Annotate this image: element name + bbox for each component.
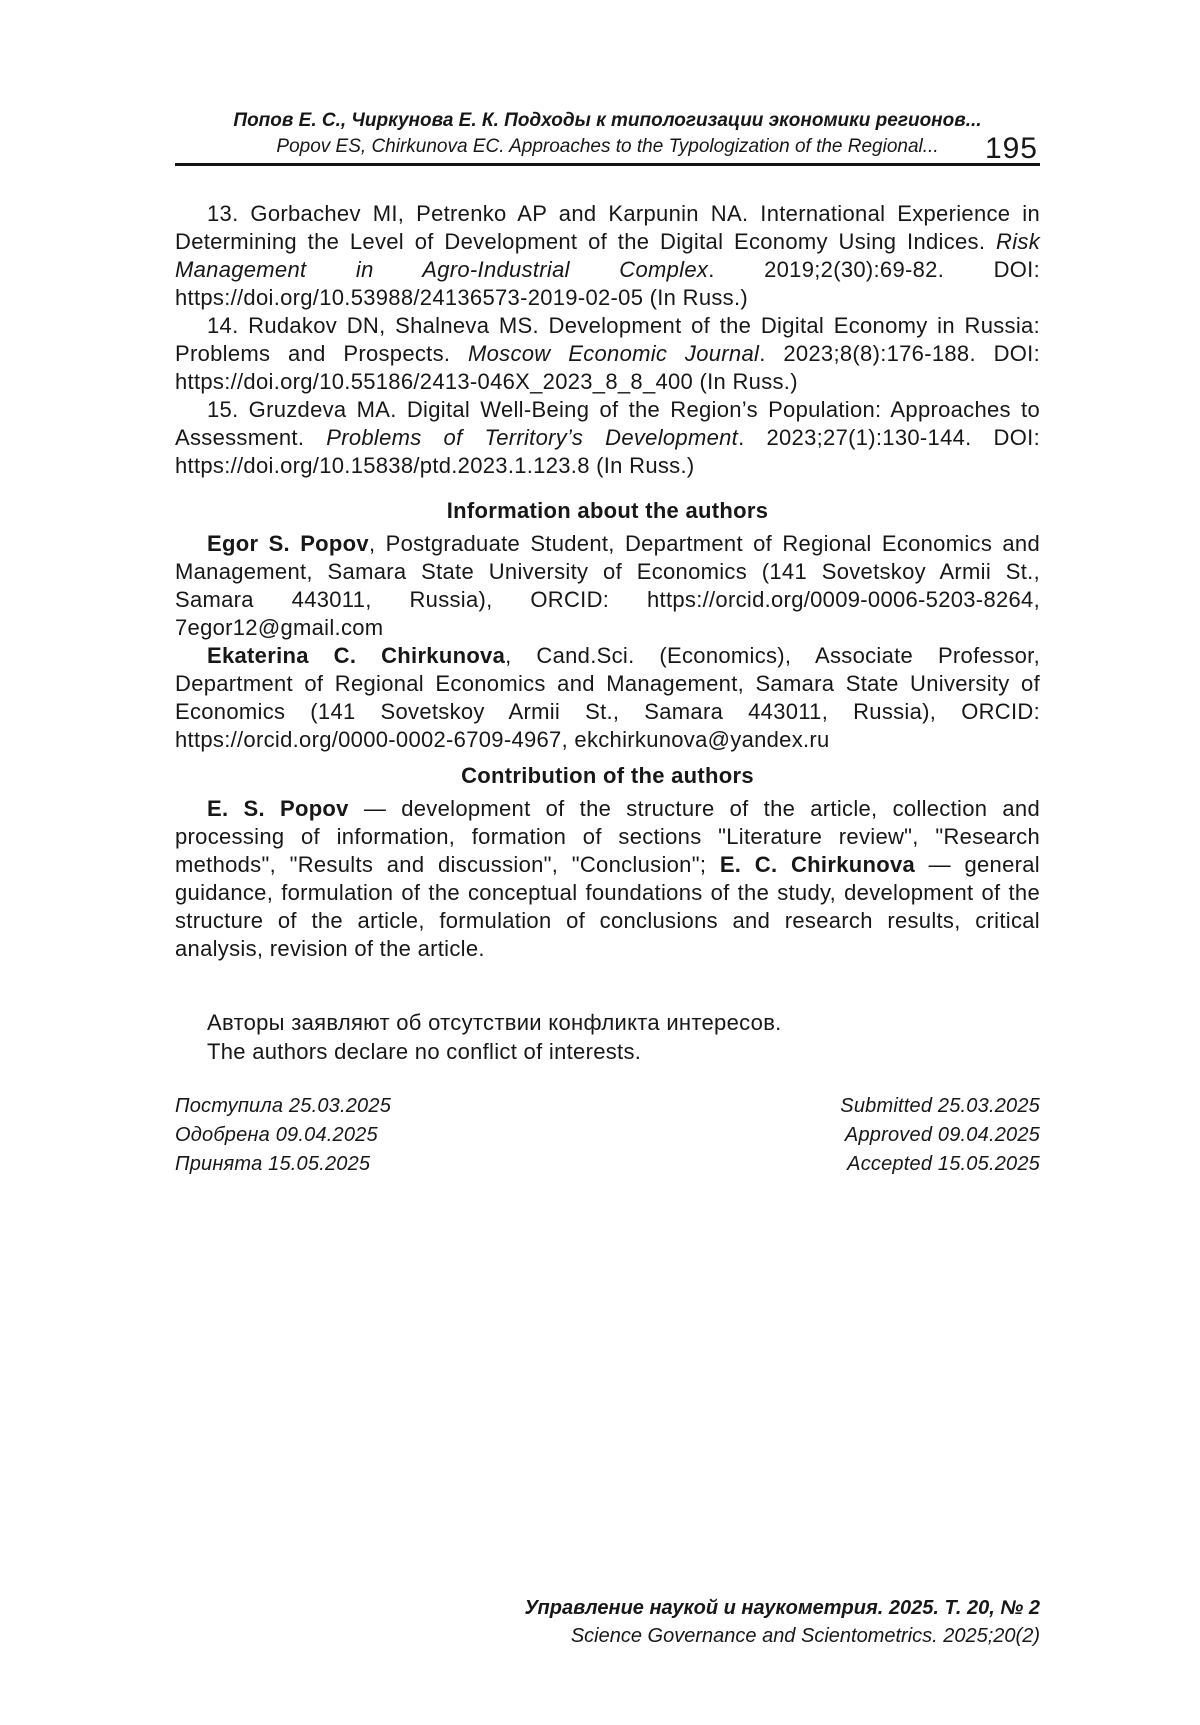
authors-info-heading: Information about the authors xyxy=(446,498,769,523)
journal-title: Problems of Territory’s Development xyxy=(326,425,739,450)
date-accepted-en: Accepted 15.05.2025 xyxy=(847,1153,1040,1175)
date-row-submitted xyxy=(175,1092,1040,1121)
reference-text: . 2023;8(8):176-188. DOI: https://doi.org/10.55186/2413-046X_2023_8_8_400 (In Russ.) xyxy=(175,341,1040,394)
reference-text: 14. Rudakov DN, Shalneva MS. Development of the Digital Economy in Russia: Problems and Prospects. xyxy=(175,313,1040,366)
running-head xyxy=(175,108,1040,165)
author-name: Egor S. Popov xyxy=(207,531,369,556)
contribution-text: — general guidance, formulation of the conceptual foundations of the study, development of the structure of the article, formulation of conclusions and research results, critical analysis, revision of the article. xyxy=(175,852,1040,961)
contribution-paragraph xyxy=(175,795,1040,963)
author-bio-popov xyxy=(175,530,1040,642)
author-name: Ekaterina C. Chirkunova xyxy=(207,643,506,668)
header-rule xyxy=(175,163,1040,166)
references-section xyxy=(175,200,1040,480)
conflict-statement xyxy=(175,1008,1040,1066)
reference-item-15 xyxy=(175,396,1040,480)
journal-footer xyxy=(175,1594,1040,1650)
author-details: , Postgraduate Student, Department of Regional Economics and Management, Samara State University of Economics (141 Sovetskoy Armii St., Samara 443011, Russia), ORCID: https://orcid.org/0009-0006-5203-8264, 7egor12@gmail.com xyxy=(175,531,1040,640)
page-number: 195 xyxy=(984,132,1038,165)
reference-text: . 2023;27(1):130-144. DOI: https://doi.org/10.15838/ptd.2023.1.123.8 (In Russ.) xyxy=(175,425,1040,478)
date-submitted-en: Submitted 25.03.2025 xyxy=(840,1095,1040,1117)
authors-info-section xyxy=(175,497,1040,754)
reference-item-14 xyxy=(175,312,1040,396)
journal-title-ru: Управление наукой и наукометрия. 2025. Т. 20, № 2 xyxy=(524,1597,1040,1619)
reference-text: 13. Gorbachev MI, Petrenko AP and Karpunin NA. International Experience in Determining the Level of Development of the Digital Economy Using Indices. xyxy=(175,201,1040,254)
author-details: , Cand.Sci. (Economics), Associate Professor, Department of Regional Economics and Management, Samara State University of Economics (141 Sovetskoy Armii St., Samara 443011, Russia), ORCID: https://orcid.org/0000-0002-6709-4967, ekchirkunova@yandex.ru xyxy=(175,643,1041,752)
conflict-statement-ru: Авторы заявляют об отсутствии конфликта интересов. xyxy=(207,1010,782,1035)
contribution-text: — development of the structure of the article, collection and processing of information, formation of sections "Literature review", "Research methods", "Results and discussion", "Conclusion"; xyxy=(175,796,1040,877)
conflict-statement-en: The authors declare no conflict of interests. xyxy=(207,1039,642,1064)
contribution-heading: Contribution of the authors xyxy=(461,763,754,788)
journal-title: Moscow Economic Journal xyxy=(468,341,760,366)
article-dates xyxy=(175,1092,1040,1179)
reference-item-13 xyxy=(175,200,1040,312)
date-submitted-ru: Поступила 25.03.2025 xyxy=(175,1095,392,1117)
date-approved-en: Approved 09.04.2025 xyxy=(844,1124,1040,1146)
author-name: E. C. Chirkunova xyxy=(719,852,916,877)
date-approved-ru: Одобрена 09.04.2025 xyxy=(175,1124,378,1146)
reference-text: 15. Gruzdeva MA. Digital Well-Being of the Region’s Population: Approaches to Assessment. xyxy=(175,397,1040,450)
running-head-en: Popov ES, Chirkunova EC. Approaches to the Typologization of the Regional... xyxy=(276,136,939,157)
date-accepted-ru: Принята 15.05.2025 xyxy=(175,1153,371,1175)
reference-text: . 2019;2(30):69-82. DOI: https://doi.org/10.53988/24136573-2019-02-05 (In Russ.) xyxy=(175,257,1041,310)
journal-title-en: Science Governance and Scientometrics. 2025;20(2) xyxy=(570,1625,1040,1647)
journal-title: Risk Management in Agro-Industrial Complex xyxy=(175,229,1040,282)
running-head-ru: Попов Е. С., Чиркунова Е. К. Подходы к типологизации экономики регионов... xyxy=(233,110,982,131)
author-name: E. S. Popov xyxy=(207,796,349,821)
author-bio-chirkunova xyxy=(175,642,1040,754)
date-row-approved xyxy=(175,1121,1040,1150)
date-row-accepted xyxy=(175,1150,1040,1179)
contribution-section xyxy=(175,762,1040,963)
